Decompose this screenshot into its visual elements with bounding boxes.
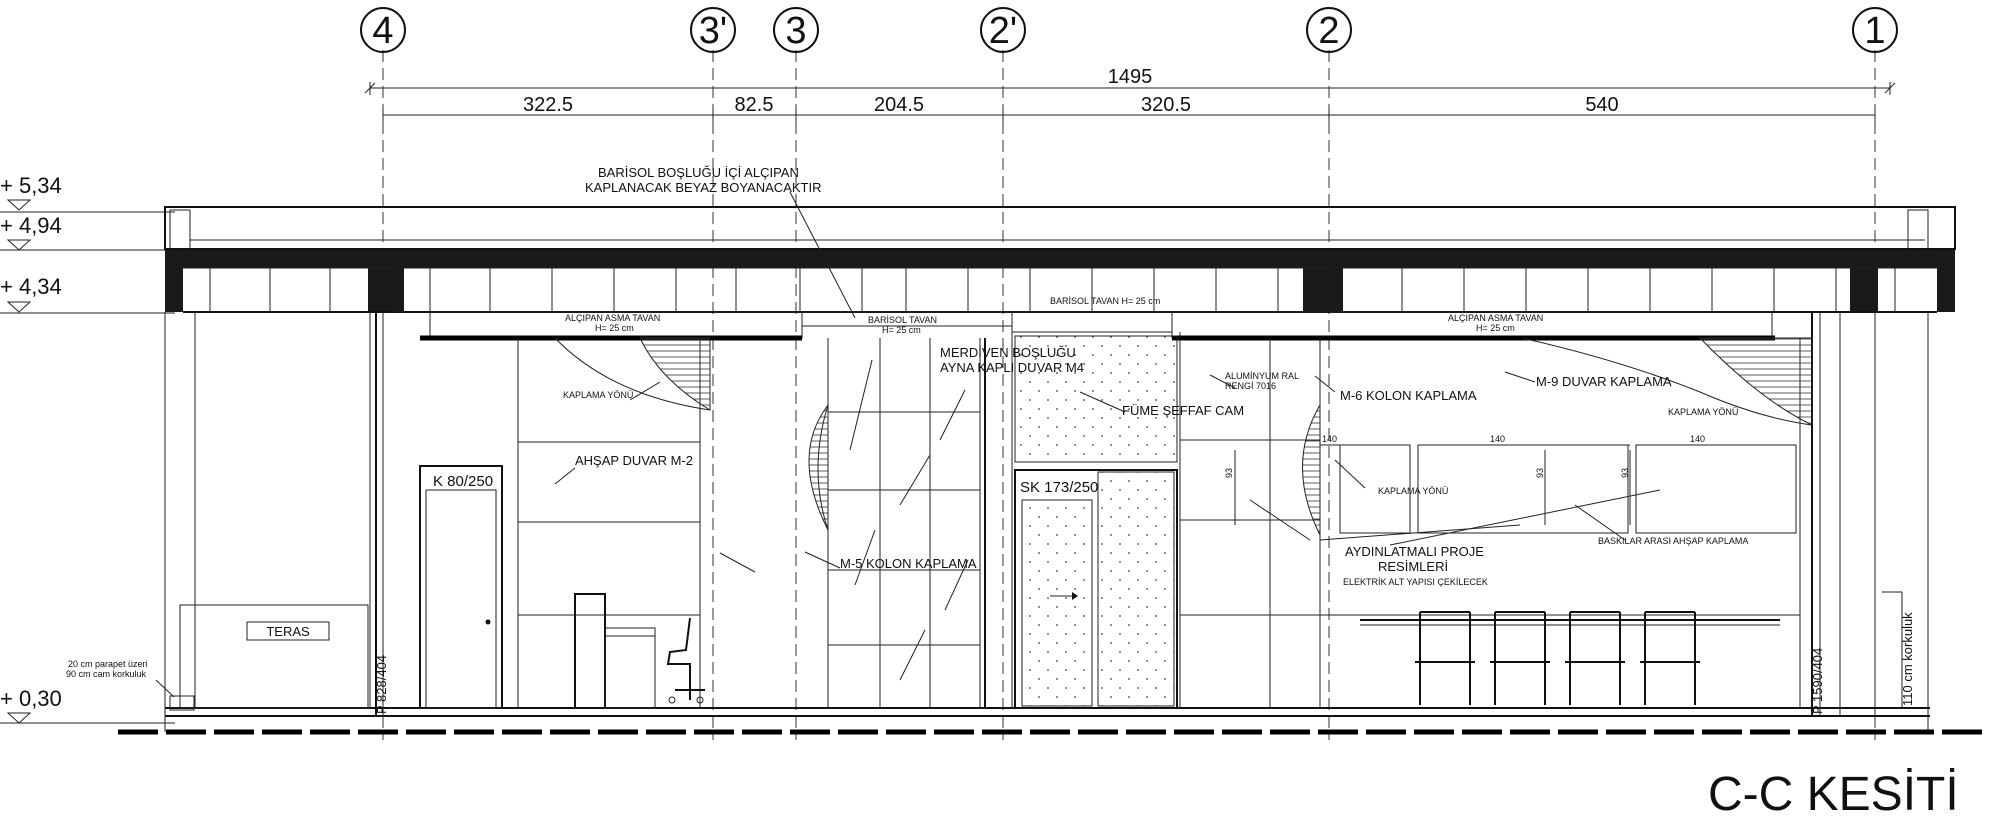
axis-label-1: 1 (1864, 10, 1886, 52)
axis-label-3: 3 (785, 10, 807, 52)
dim-93-c: 93 (1620, 467, 1630, 478)
axis-bubble-3 (774, 8, 818, 52)
overall-dimension-text: 1495 (1107, 66, 1153, 88)
note-parapet-2: 90 cm cam korkuluk (66, 669, 147, 679)
door-k (420, 466, 502, 708)
segment-dimensions (383, 94, 1875, 122)
note-ahsap-duvar: AHŞAP DUVAR M-2 (575, 453, 693, 468)
note-barisol-tavan-1: BARİSOL TAVAN (868, 315, 938, 325)
axis-label-3prime: 3' (698, 10, 728, 52)
note-kaplama-yonu-left: KAPLAMA YÖNÜ (563, 390, 634, 400)
note-ceiling-left-1: ALÇIPAN ASMA TAVAN (565, 313, 661, 323)
note-teras: TERAS (266, 624, 310, 639)
dim-140-b: 140 (1490, 434, 1506, 444)
note-kaplama-yonu-mid: KAPLAMA YÖNÜ (1378, 486, 1449, 496)
dim-140-a: 140 (1322, 434, 1338, 444)
axis-bubble-3prime (691, 8, 735, 52)
note-ceiling-right-2: H= 25 cm (1476, 323, 1515, 333)
segment-dim-1: 322.5 (522, 94, 574, 116)
beam-drop-left (394, 268, 404, 312)
dim-93-a: 93 (1224, 467, 1234, 478)
level-text-434: + 4,34 (0, 274, 62, 299)
note-elektrik: ELEKTRİK ALT YAPISI ÇEKİLECEK (1343, 577, 1488, 587)
overall-dimension (365, 66, 1895, 95)
level-text-494: + 4,94 (0, 213, 62, 238)
note-m6: M-6 KOLON KAPLAMA (1340, 388, 1477, 403)
note-ceiling-right-1: ALÇIPAN ASMA TAVAN (1448, 313, 1544, 323)
note-barisol-1: BARİSOL BOŞLUĞU İÇİ ALÇIPAN (598, 165, 799, 180)
beam-drop-right (1329, 268, 1343, 312)
note-barisol-tavan-2: H= 25 cm (882, 325, 921, 335)
note-aluminyum-2: RENGİ 7016 (1225, 381, 1277, 391)
dim-93-b: 93 (1535, 467, 1545, 478)
note-barisol-tavan-right: BARİSOL TAVAN H= 25 cm (1050, 296, 1161, 306)
note-aydinlatma-2: RESİMLERİ (1378, 559, 1449, 574)
note-m9: M-9 DUVAR KAPLAMA (1536, 374, 1672, 389)
segment-dim-4: 320.5 (1140, 94, 1192, 116)
note-fume: FÜME ŞEFFAF CAM (1122, 403, 1245, 418)
segment-dim-2: 82.5 (734, 94, 774, 116)
segment-dim-5: 540 (1585, 94, 1619, 116)
axis-label-2prime: 2' (988, 10, 1018, 52)
note-p-right: P 1590/404 (1810, 647, 1825, 714)
axis-label-2: 2 (1318, 10, 1340, 52)
axis-bubble-2 (1307, 8, 1351, 52)
cladding-direction-curves (555, 338, 1812, 535)
note-ceiling-left-2: H= 25 cm (595, 323, 634, 333)
note-aydinlatma-1: AYDINLATMALI PROJE (1345, 544, 1484, 559)
level-text-534: + 5,34 (0, 173, 62, 198)
level-marker-494 (0, 213, 175, 250)
note-p-left: P 828/404 (374, 654, 389, 714)
dining-set (1360, 612, 1780, 705)
axis-bubble-4 (361, 8, 405, 52)
note-baskilar: BASKILAR ARASI AHŞAP KAPLAMA (1598, 536, 1749, 546)
level-marker-030 (0, 686, 175, 723)
note-merdiven-2: AYNA KAPLI DUVAR M4 (940, 360, 1085, 375)
level-text-030: + 0,30 (0, 686, 62, 711)
note-korkuluk: 110 cm korkuluk (1900, 612, 1915, 706)
floor-slab (118, 708, 1985, 732)
desk-furniture (575, 594, 705, 708)
axis-label-4: 4 (372, 10, 394, 52)
sliding-door-sk (1015, 470, 1177, 708)
note-barisol-2: KAPLANACAK BEYAZ BOYANACAKTIR (585, 180, 822, 195)
axis-bubble-2prime (981, 8, 1025, 52)
level-marker-534 (0, 173, 175, 212)
drawing-title: C-C KESİTİ (1708, 768, 1959, 821)
note-sk: SK 173/250 (1020, 479, 1099, 496)
annotations (66, 165, 1915, 714)
axis-bubble-1 (1853, 8, 1897, 52)
dim-140-c: 140 (1690, 434, 1706, 444)
segment-dim-3: 204.5 (873, 94, 925, 116)
note-kaplama-yonu-right: KAPLAMA YÖNÜ (1668, 407, 1739, 417)
note-merdiven-1: MERDİVEN BOŞLUĞU (940, 345, 1076, 360)
level-marker-434 (0, 274, 175, 313)
note-m5: M-5 KOLON KAPLAMA (840, 556, 977, 571)
note-aluminyum-1: ALUMİNYUM RAL (1225, 371, 1300, 381)
note-parapet-1: 20 cm parapet üzeri (68, 659, 148, 669)
note-door-k: K 80/250 (433, 473, 494, 490)
